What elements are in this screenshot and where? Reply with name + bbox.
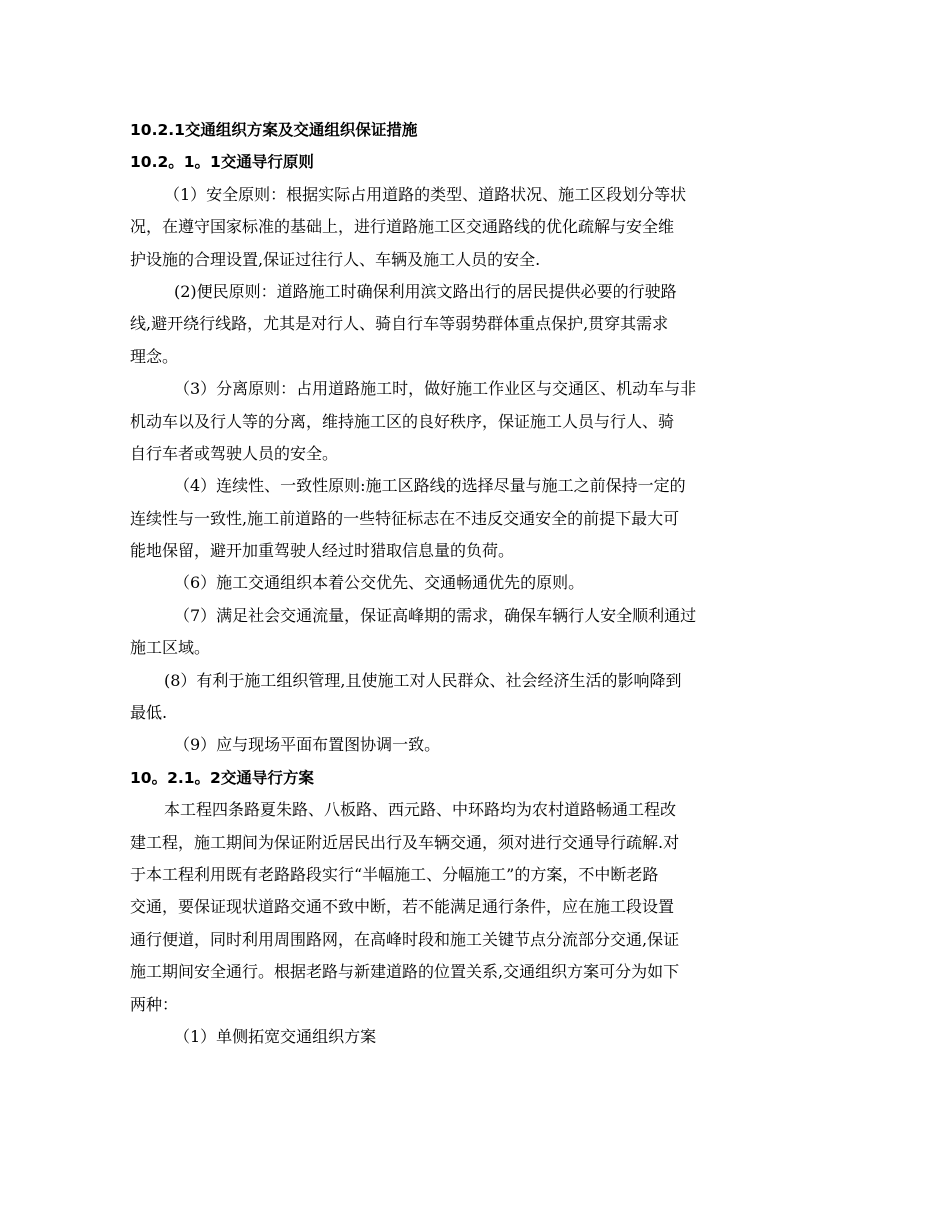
text-line: 线,避开绕行线路，尤其是对行人、骑自行车等弱势群体重点保护,贯穿其需求 [130, 314, 669, 334]
text-line: （3）分离原则：占用道路施工时，做好施工作业区与交通区、机动车与非 [174, 379, 697, 399]
text-line: 建工程，施工期间为保证附近居民出行及车辆交通，须对进行交通导行疏解.对 [130, 832, 680, 852]
text-line: （7）满足社会交通流量，保证高峰期的需求，确保车辆行人安全顺利通过 [174, 605, 697, 625]
text-line: （1）安全原则：根据实际占用道路的类型、道路状况、施工区段划分等状 [164, 184, 687, 204]
plan-paragraph [130, 794, 730, 1021]
text-line: （4）连续性、一致性原则:施工区路线的选择尽量与施工之前保持一定的 [174, 476, 686, 496]
text-line: 于本工程利用既有老路路段实行“半幅施工、分幅施工”的方案，不中断老路 [130, 864, 659, 884]
text-line: （9）应与现场平面布置图协调一致。 [174, 735, 441, 755]
principle-2 [130, 276, 730, 373]
principle-8 [130, 665, 730, 730]
text-line: (8）有利于施工组织管理,且使施工对人民群众、社会经济生活的影响降到 [164, 670, 682, 690]
text-line: 机动车以及行人等的分离，维持施工区的良好秩序，保证施工人员与行人、骑 [130, 411, 675, 431]
text-line: 理念。 [130, 346, 179, 366]
list-item: （1）单侧拓宽交通组织方案 [174, 1026, 377, 1046]
principle-4 [130, 470, 730, 567]
principle-3 [130, 373, 730, 470]
section-heading: 10.2.1交通组织方案及交通组织保证措施 [130, 121, 418, 139]
text-line: 交通，要保证现状道路交通不致中断，若不能满足通行条件，应在施工段设置 [130, 897, 675, 917]
text-line: （6）施工交通组织本着公交优先、交通畅通优先的原则。 [174, 573, 585, 593]
text-line: 连续性与一致性,施工前道路的一些特征标志在不违反交通安全的前提下最大可 [130, 508, 680, 528]
document-page [130, 114, 730, 1053]
text-line: 施工区域。 [130, 638, 211, 658]
text-line: 况，在遵守国家标准的基础上，进行道路施工区交通路线的优化疏解与安全维 [130, 217, 675, 237]
principle-7 [130, 600, 730, 665]
text-line: 护设施的合理设置,保证过往行人、车辆及施工人员的安全. [130, 249, 541, 269]
text-line: 施工期间安全通行。根据老路与新建道路的位置关系,交通组织方案可分为如下 [130, 962, 680, 982]
subsection-heading: 10。2.1。2交通导行方案 [130, 768, 314, 787]
text-line: 两种： [130, 994, 179, 1014]
text-line: 自行车者或驾驶人员的安全。 [130, 443, 339, 463]
text-line: 能地保留，避开加重驾驶人经过时猎取信息量的负荷。 [130, 541, 515, 561]
text-line: 最低. [130, 703, 168, 723]
principle-6 [130, 567, 730, 599]
principle-1 [130, 179, 730, 276]
principle-9 [130, 729, 730, 761]
text-line: 通行便道，同时利用周围路网，在高峰时段和施工关键节点分流部分交通,保证 [130, 929, 680, 949]
subsection-heading: 10.2。1。1交通导行原则 [130, 153, 314, 172]
text-line: 本工程四条路夏朱路、八板路、西元路、中环路均为农村道路畅通工程改 [164, 800, 677, 820]
text-line: (2)便民原则：道路施工时确保利用滨文路出行的居民提供必要的行驶路 [174, 281, 677, 301]
